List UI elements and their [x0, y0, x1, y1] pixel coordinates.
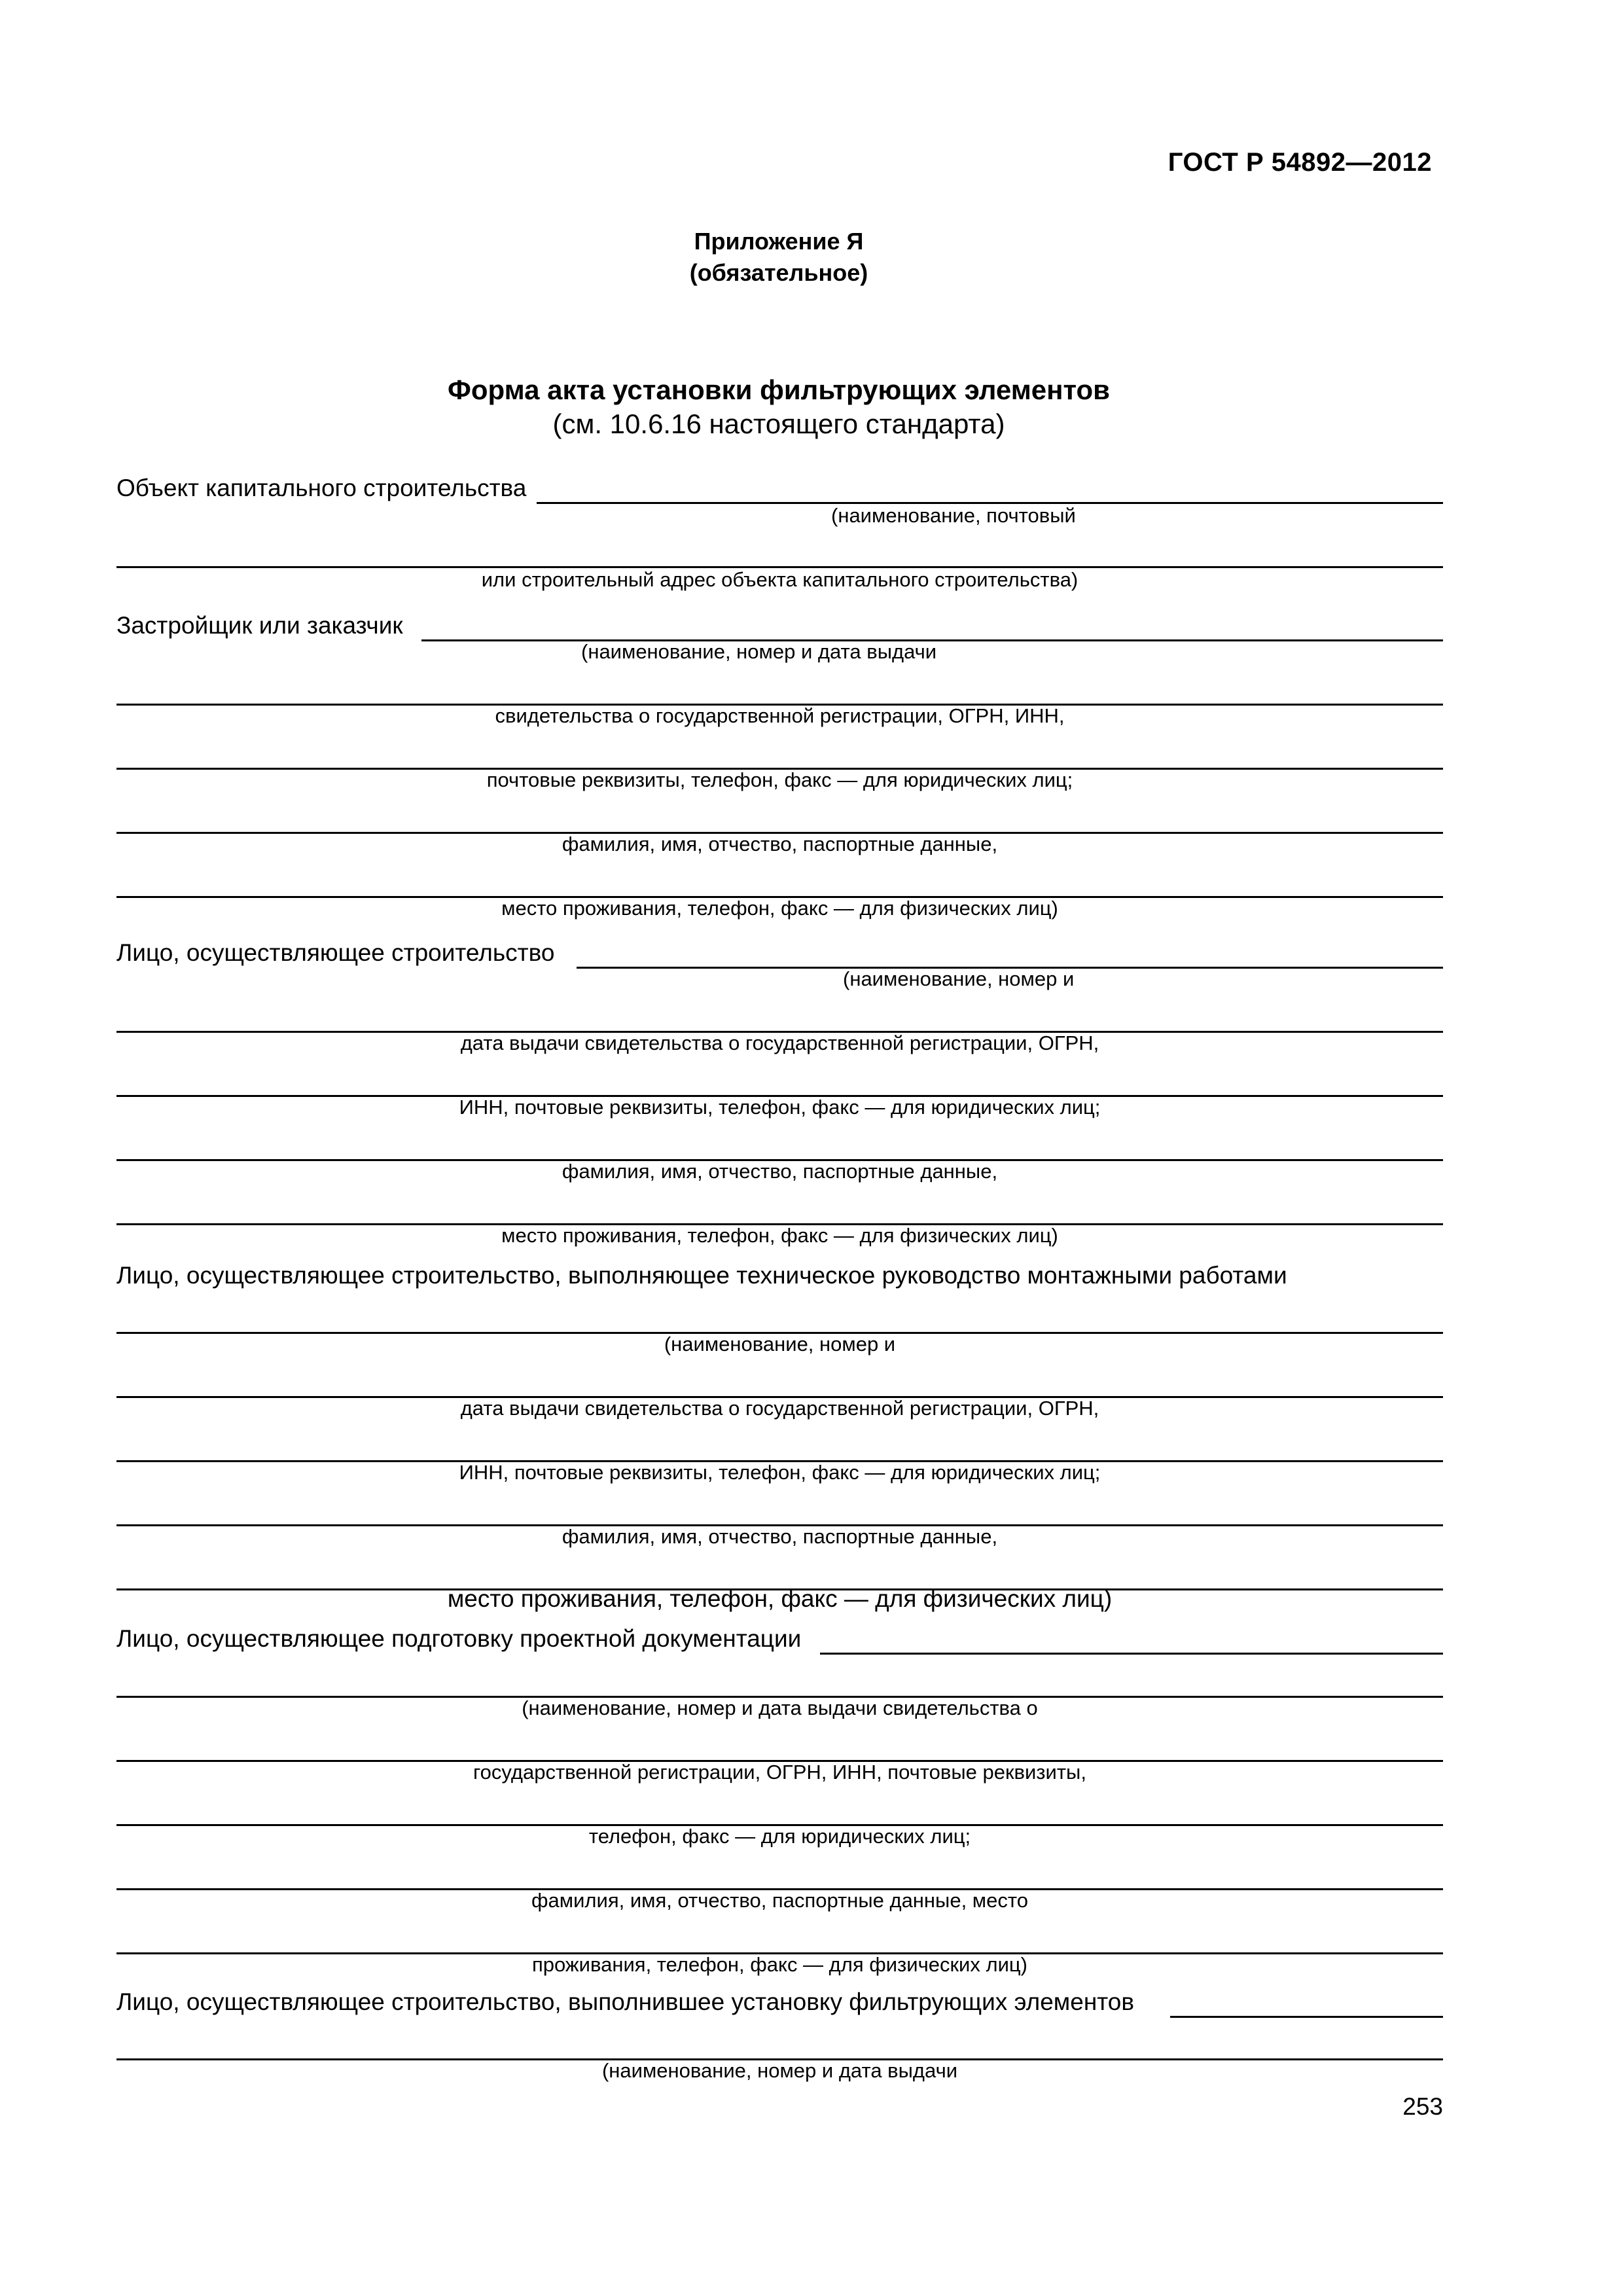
installer-row-1 [116, 2029, 1443, 2060]
builder-label: Лицо, осуществляющее строительство [116, 939, 555, 966]
object-hint-2: или строительный адрес объекта капитального строительства) [481, 568, 1079, 591]
supervisor-row-3 [116, 1431, 1443, 1462]
object-row-2 [116, 537, 1443, 568]
supervisor-hint-4: фамилия, имя, отчество, паспортные данные, [562, 1525, 998, 1548]
designer-row [116, 1623, 1443, 1655]
supervisor-row [116, 1260, 1443, 1291]
designer-row-1 [116, 1666, 1443, 1698]
supervisor-row-4 [116, 1495, 1443, 1526]
developer-hint-4: фамилия, имя, отчество, паспортные данные, [562, 833, 998, 855]
object-row [116, 473, 1443, 504]
appendix-status: (обязательное) [689, 259, 868, 286]
installer-field[interactable] [1170, 2016, 1443, 2018]
designer-hint-5: проживания, телефон, факс — для физических лиц) [532, 1953, 1027, 1976]
designer-label: Лицо, осуществляющее подготовку проектной документации [116, 1625, 802, 1652]
builder-hint-5: место проживания, телефон, факс — для физических лиц) [501, 1224, 1058, 1247]
form-title-block [0, 373, 1558, 441]
supervisor-hint-3: ИНН, почтовые реквизиты, телефон, факс — для юридических лиц; [459, 1461, 1101, 1484]
designer-row-4 [116, 1859, 1443, 1890]
developer-hint-5: место проживания, телефон, факс — для физических лиц) [501, 897, 1058, 920]
designer-row-2 [116, 1731, 1443, 1762]
form-reference: (см. 10.6.16 настоящего стандарта) [552, 408, 1005, 439]
supervisor-hint-5: место проживания, телефон, факс — для физических лиц) [447, 1585, 1113, 1612]
object-label: Объект капитального строительства [116, 475, 527, 501]
developer-hint-2: свидетельства о государственной регистрации, ОГРН, ИНН, [495, 704, 1065, 727]
installer-hint-1: (наименование, номер и дата выдачи [601, 2059, 958, 2082]
designer-row-5 [116, 1923, 1443, 1954]
supervisor-label: Лицо, осуществляющее строительство, выполняющее техническое руководство монтажными работами [116, 1262, 1287, 1289]
designer-hint-3: телефон, факс — для юридических лиц; [588, 1825, 971, 1848]
builder-hint-4: фамилия, имя, отчество, паспортные данные, [562, 1160, 998, 1183]
builder-hint-1: (наименование, номер и [843, 967, 1075, 990]
developer-row-2 [116, 674, 1443, 706]
designer-row-3 [116, 1795, 1443, 1826]
installer-label: Лицо, осуществляющее строительство, выполнившее установку фильтрующих элементов [116, 1988, 1135, 2015]
builder-hint-2: дата выдачи свидетельства о государственной регистрации, ОГРН, [460, 1031, 1099, 1054]
appendix-heading [0, 226, 1558, 289]
designer-hint-1: (наименование, номер и дата выдачи свидетельства о [522, 1696, 1038, 1719]
developer-label: Застройщик или заказчик [116, 612, 403, 639]
builder-row-2 [116, 1001, 1443, 1033]
developer-row [116, 610, 1443, 641]
designer-field[interactable] [820, 1653, 1443, 1655]
developer-row-5 [116, 867, 1443, 898]
form-title: Форма акта установки фильтрующих элементов [448, 374, 1110, 405]
supervisor-hint-2: дата выдачи свидетельства о государственной регистрации, ОГРН, [460, 1397, 1099, 1420]
builder-row-3 [116, 1066, 1443, 1097]
supervisor-row-2 [116, 1367, 1443, 1398]
builder-row-4 [116, 1130, 1443, 1161]
developer-row-3 [116, 738, 1443, 770]
designer-hint-2: государственной регистрации, ОГРН, ИНН, почтовые реквизиты, [473, 1761, 1086, 1784]
builder-row [116, 937, 1443, 969]
page-number: 253 [1402, 2093, 1443, 2120]
appendix-title: Приложение Я [694, 228, 864, 255]
supervisor-hint-1: (наименование, номер и [664, 1333, 896, 1355]
supervisor-row-1 [116, 1302, 1443, 1334]
designer-hint-4: фамилия, имя, отчество, паспортные данные, место [531, 1889, 1028, 1912]
developer-hint-3: почтовые реквизиты, телефон, факс — для юридических лиц; [486, 768, 1073, 791]
object-hint-1: (наименование, почтовый [831, 504, 1076, 527]
installer-row [116, 1986, 1443, 2018]
builder-row-5 [116, 1194, 1443, 1225]
document-code: ГОСТ Р 54892—2012 [1168, 148, 1432, 177]
developer-hint-1: (наименование, номер и дата выдачи [581, 640, 937, 663]
developer-row-4 [116, 802, 1443, 834]
builder-hint-3: ИНН, почтовые реквизиты, телефон, факс — для юридических лиц; [459, 1096, 1101, 1119]
